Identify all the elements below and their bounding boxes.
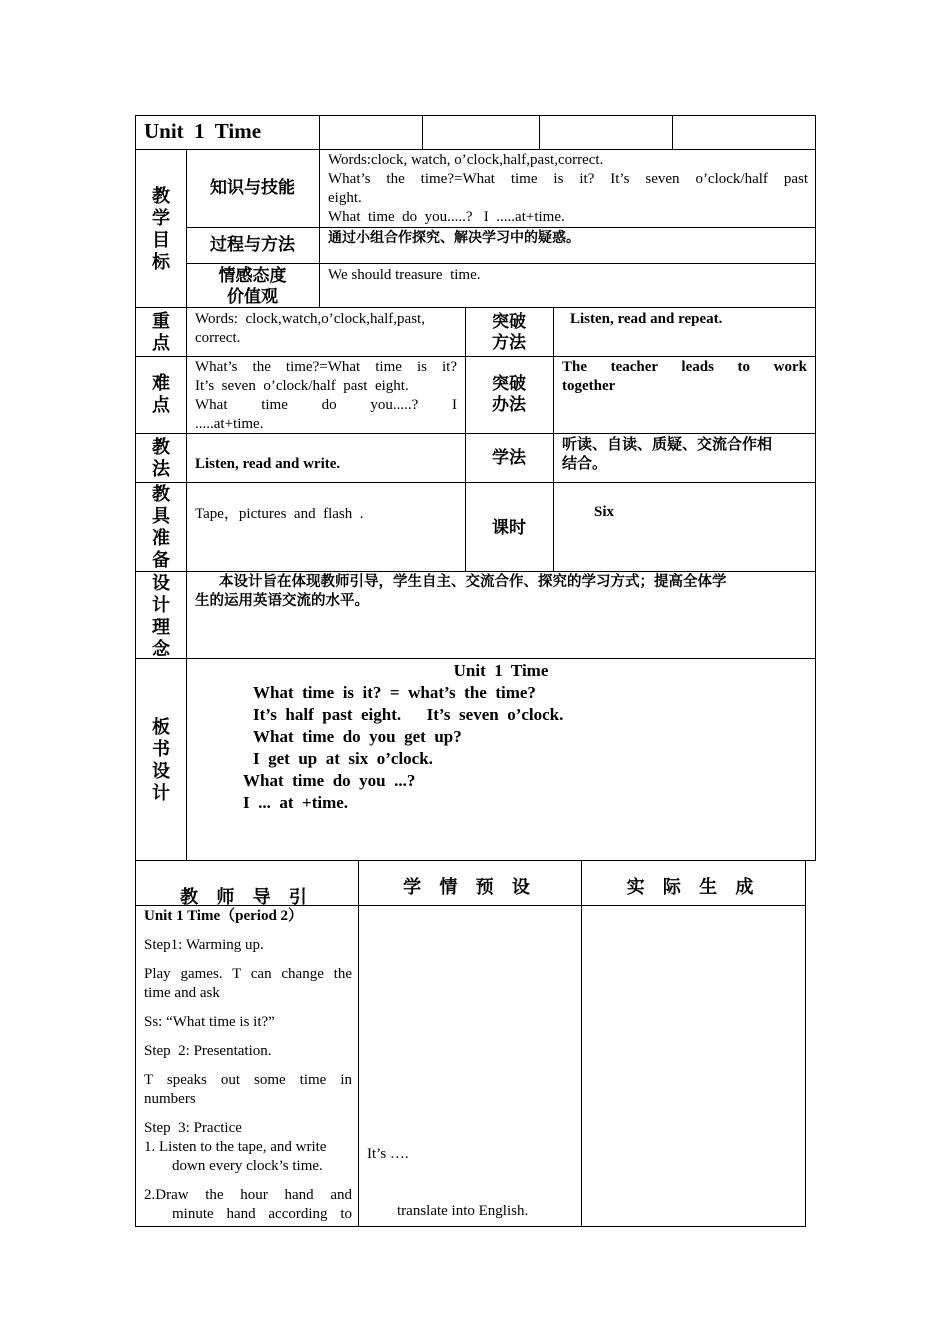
- emotion-values-label: 情感态度 价值观: [218, 266, 287, 307]
- header-teacher-guidance: 教 师 导 引: [180, 887, 313, 908]
- knowledge-skills-text: Words:clock, watch, o’clock,half,past,correct. What’s the time?=What time is it? It’s seven o’clock/half past eight. What time do you.....? I .....at+time.: [328, 152, 808, 225]
- key-points-method-label: 突破 方法: [492, 312, 526, 353]
- difficulties-method-label: 突破 办法: [492, 374, 526, 415]
- difficulties-label: 难 点: [152, 373, 170, 416]
- study-method-label: 学法: [492, 448, 526, 468]
- difficulties-method-text: The teacher leads to work together: [562, 359, 807, 394]
- difficulties-text: What’s the time?=What time is it? It’s seven o’clock/half past eight. What time do you.....? I .....at+time.: [195, 359, 457, 432]
- process-methods-text: 通过小组合作探究、解决学习中的疑惑。: [328, 230, 580, 246]
- student-preset-text-1: It’s ….: [367, 1146, 409, 1162]
- teaching-method-text: Listen, read and write.: [195, 456, 341, 472]
- knowledge-skills-label: 知识与技能: [210, 178, 295, 198]
- board-line-2: It’s half past eight. It’s seven o’clock.: [253, 705, 564, 724]
- board-line-6: I ... at +time.: [243, 793, 349, 812]
- emotion-values-text: We should treasure time.: [328, 267, 481, 283]
- student-preset-text-2: translate into English.: [397, 1203, 529, 1219]
- key-points-method-text: Listen, read and repeat.: [570, 311, 723, 327]
- class-hours-value: Six: [594, 504, 615, 520]
- process-methods-label: 过程与方法: [210, 235, 295, 255]
- board-line-5: What time do you ...?: [243, 771, 416, 790]
- header-actual-outcome: 实 际 生 成: [626, 877, 760, 898]
- study-method-text: 听读、自读、质疑、交流合作相 结合。: [562, 435, 773, 472]
- board-line-4: I get up at six o’clock.: [253, 749, 433, 768]
- class-hours-label: 课时: [492, 518, 526, 538]
- teaching-method-label: 教 法: [152, 437, 170, 480]
- board-line-3: What time do you get up?: [253, 727, 462, 746]
- objectives-label: 教 学 目 标: [152, 186, 170, 273]
- materials-text: Tape，pictures and flash .: [195, 506, 364, 522]
- header-student-presets: 学 情 预 设: [403, 877, 536, 898]
- design-concept-label: 设 计 理 念: [152, 573, 170, 660]
- materials-label: 教 具 准 备: [152, 484, 170, 571]
- key-points-label: 重 点: [152, 311, 170, 354]
- teacher-guidance-column: Unit 1 Time（period 2） Step1: Warming up. Play games. T can change the time and ask Ss: “What time is it?” Step 2: Presentation. T speaks out some time in numbers Step 3: Practice 1. Listen to the tape, and write down every clock’s time. 2.Draw the hour hand and minute hand according to: [144, 908, 352, 1222]
- design-concept-text: 本设计旨在体现教师引导，学生自主、交流合作、探究的学习方式；提高全体学 生的运用英语交流的水平。: [195, 574, 727, 609]
- board-line-1: What time is it? = what’s the time?: [253, 683, 536, 702]
- board-design-label: 板 书 设 计: [152, 717, 170, 804]
- board-title: Unit 1 Time: [453, 661, 549, 680]
- page-title: Unit 1 Time: [144, 119, 262, 143]
- key-points-text: Words: clock,watch,o’clock,half,past, correct.: [195, 311, 425, 346]
